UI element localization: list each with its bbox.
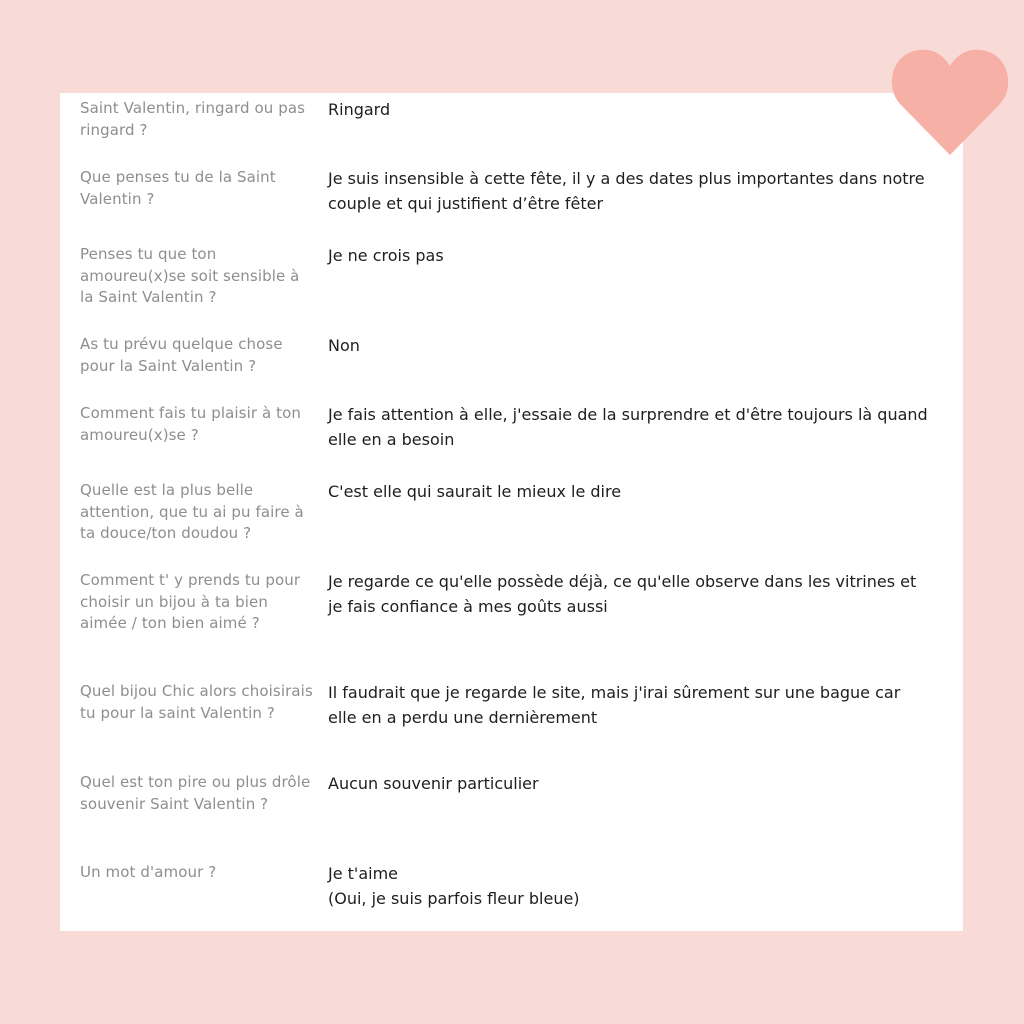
question-text: As tu prévu quelque chose pour la Saint Valentin ? (80, 335, 283, 375)
answer-text: Aucun souvenir particulier (328, 774, 539, 793)
question-text: Penses tu que ton amoureu(x)se soit sensible à la Saint Valentin ? (80, 245, 300, 306)
answer-text: Ringard (328, 100, 391, 119)
question-text: Comment t' y prends tu pour choisir un bijou à ta bien aimée / ton bien aimé ? (80, 571, 301, 632)
answer-text: Je t'aime (Oui, je suis parfois fleur bleue) (328, 864, 580, 908)
answer-text: Il faudrait que je regarde le site, mais j'irai sûrement sur une bague car elle en a perdu une dernièrement (328, 683, 901, 727)
question-text: Quel est ton pire ou plus drôle souvenir Saint Valentin ? (80, 773, 311, 813)
answer-text: Je regarde ce qu'elle possède déjà, ce qu'elle observe dans les vitrines et je fais confiance à mes goûts aussi (328, 572, 917, 616)
heart-shape (892, 50, 1008, 155)
answer-text: Je fais attention à elle, j'essaie de la surprendre et d'être toujours là quand elle en a besoin (328, 405, 928, 449)
interview-card (60, 93, 963, 931)
answer-text: C'est elle qui saurait le mieux le dire (328, 482, 622, 501)
question-text: Un mot d'amour ? (80, 863, 217, 881)
question-text: Quel bijou Chic alors choisirais tu pour la saint Valentin ? (80, 682, 313, 722)
heart-icon (888, 44, 1012, 160)
answer-text: Je suis insensible à cette fête, il y a des dates plus importantes dans notre couple et qui justifient d’être fêter (328, 169, 925, 213)
question-text: Que penses tu de la Saint Valentin ? (80, 168, 276, 208)
question-text: Comment fais tu plaisir à ton amoureu(x)se ? (80, 404, 302, 444)
question-text: Saint Valentin, ringard ou pas ringard ? (80, 99, 306, 139)
answer-text: Non (328, 336, 360, 355)
question-text: Quelle est la plus belle attention, que tu ai pu faire à ta douce/ton doudou ? (80, 481, 304, 542)
answer-text: Je ne crois pas (328, 246, 444, 265)
